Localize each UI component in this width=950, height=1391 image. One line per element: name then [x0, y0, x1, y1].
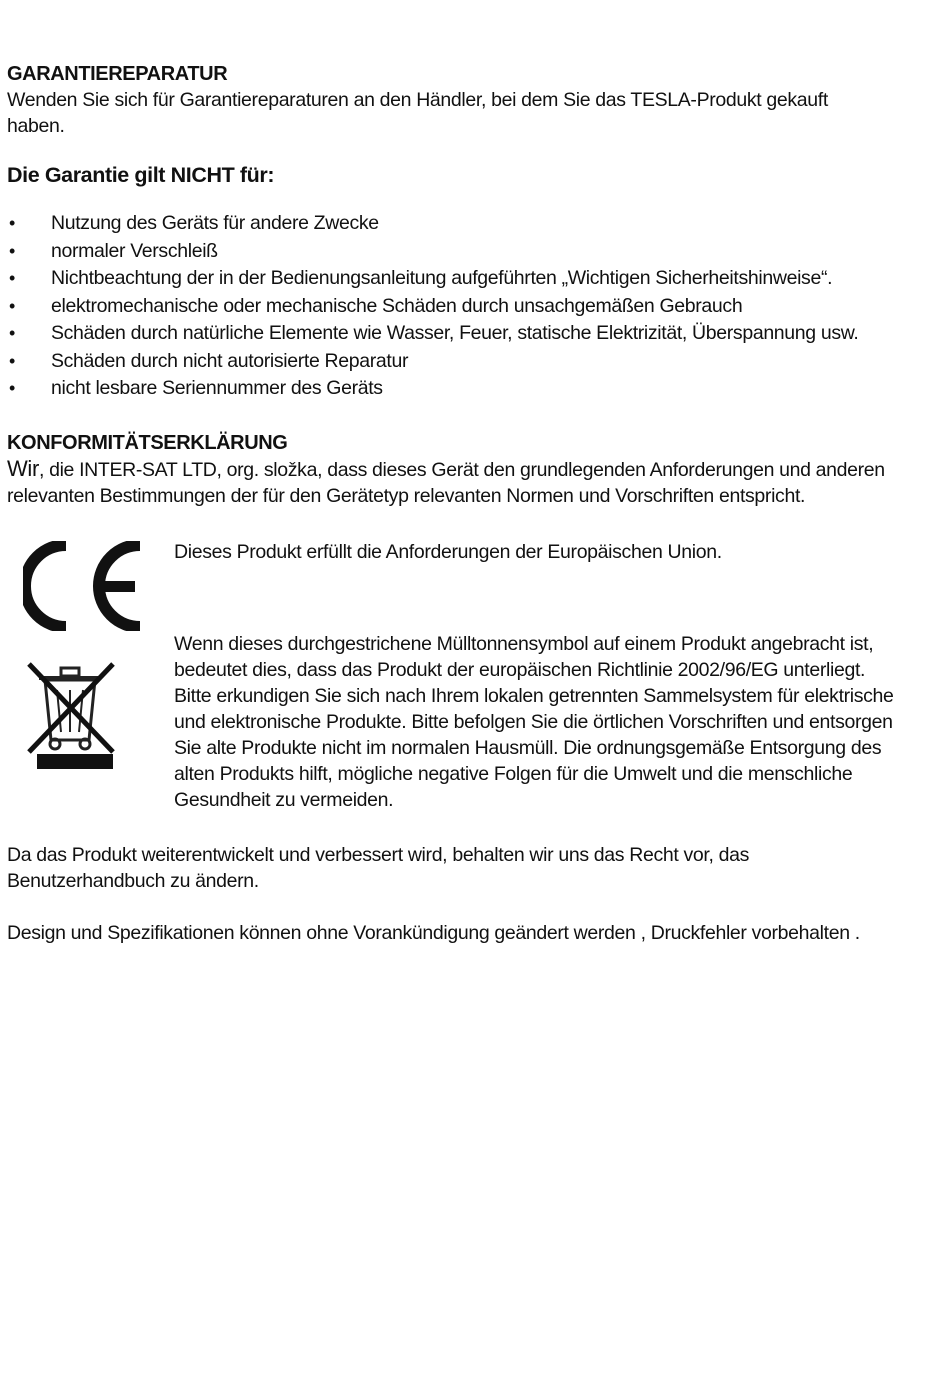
warranty-heading: GARANTIEREPARATUR	[7, 63, 228, 85]
list-item-text: normaler Verschleiß	[51, 239, 218, 262]
weee-text: Wenn dieses durchgestrichene Mülltonnensymbol auf einem Produkt angebracht ist, bedeutet dies, dass das Produkt der europäischen Richtlinie 2002/96/EG unterliegt. Bitte erkundigen Sie sich nach Ihrem lokalen getrennten Sammelsystem für elektrische und elektronische Produkte. Bitte befolgen Sie die örtlichen Vorschriften und entsorgen Sie alte Produkte nicht im normalen Hausmüll. Die ordnungsgemäße Entsorgung des alten Produkts hilft, mögliche negative Folgen für die Umwelt und die menschliche Gesundheit zu vermeiden.	[174, 633, 894, 811]
bullet: •	[9, 240, 15, 261]
conformity-lead-word: Wir	[7, 456, 39, 481]
conformity-heading: KONFORMITÄTSERKLÄRUNG	[7, 432, 288, 454]
list-item	[7, 265, 907, 293]
manual-change-note: Da das Produkt weiterentwickelt und verbessert wird, behalten wir uns das Recht vor, das Benutzerhandbuch zu ändern.	[7, 844, 749, 892]
exclusions-heading: Die Garantie gilt NICHT für:	[7, 163, 275, 187]
conformity-body: , die INTER-SAT LTD, org. složka, dass dieses Gerät den grundlegenden Anforderungen und anderen relevanten Bestimmungen der für den Gerätetyp relevanten Normen und Vorschriften entspricht.	[7, 459, 885, 507]
list-item-text: elektromechanische oder mechanische Schäden durch unsachgemäßen Gebrauch	[51, 294, 743, 317]
list-item	[7, 320, 907, 348]
exclusions-list	[7, 210, 907, 403]
ce-mark-text: Dieses Produkt erfüllt die Anforderungen der Europäischen Union.	[174, 541, 722, 563]
list-item-text: nicht lesbare Seriennummer des Geräts	[51, 377, 383, 399]
warranty-section	[7, 61, 887, 139]
conformity-section	[7, 430, 907, 509]
ce-mark-icon	[23, 541, 143, 631]
bullet: •	[9, 350, 15, 371]
bullet: •	[9, 268, 15, 288]
list-item	[7, 238, 907, 266]
conformity-text	[7, 456, 907, 509]
crossed-out-wheelie-bin-icon	[23, 660, 117, 770]
bullet: •	[9, 323, 15, 343]
list-item	[7, 375, 907, 403]
list-item	[7, 293, 907, 321]
specs-change-note: Design und Spezifikationen können ohne Vorankündigung geändert werden , Druckfehler vorbehalten .	[7, 922, 860, 944]
list-item-text: Nichtbeachtung der in der Bedienungsanleitung aufgeführten „Wichtigen Sicherheitshinweise“.	[51, 267, 833, 289]
list-item	[7, 210, 907, 238]
bullet: •	[9, 378, 15, 398]
exclusions-section	[7, 161, 907, 403]
list-item-text: Schäden durch nicht autorisierte Reparatur	[51, 349, 409, 372]
bullet: •	[9, 213, 15, 233]
bullet: •	[9, 295, 15, 316]
list-item-text: Nutzung des Geräts für andere Zwecke	[51, 212, 379, 234]
warranty-text: Wenden Sie sich für Garantiereparaturen an den Händler, bei dem Sie das TESLA-Produkt gekauft haben.	[7, 89, 828, 137]
list-item-text: Schäden durch natürliche Elemente wie Wasser, Feuer, statische Elektrizität, Überspannung usw.	[51, 322, 859, 344]
list-item	[7, 348, 907, 376]
